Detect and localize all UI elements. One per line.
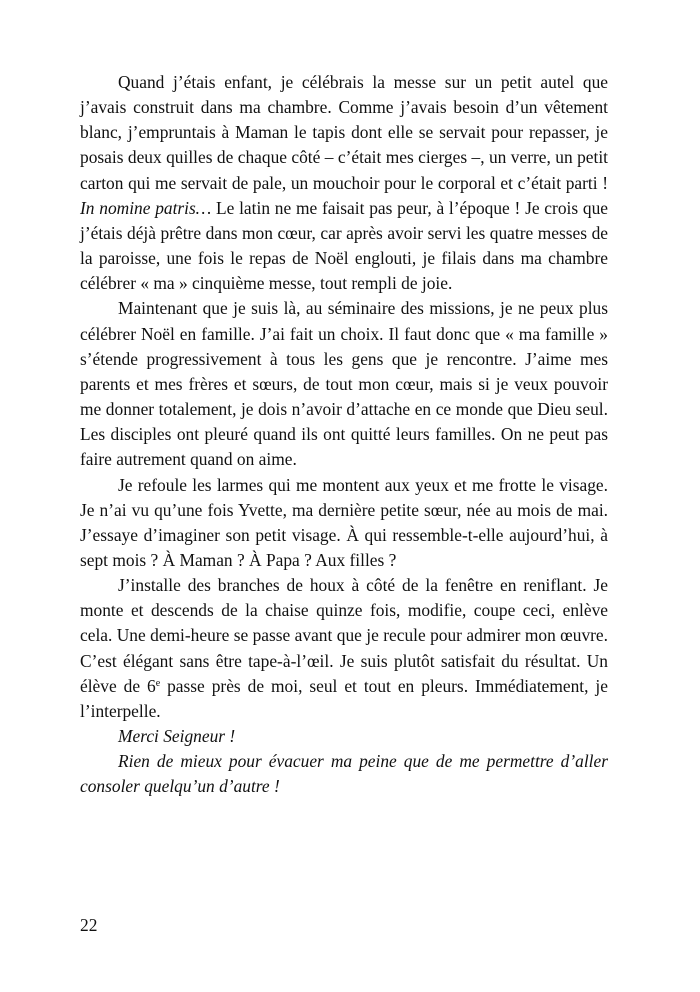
paragraph-4-part-2: passe près de moi, seul et tout en pleurs. Immédiatement, je l’interpelle. — [80, 675, 608, 721]
ordinal-superscript: e — [155, 677, 161, 689]
paragraph-3: Je refoule les larmes qui me montent aux yeux et me frotte le visage. Je n’ai vu qu’une fois Yvette, ma dernière petite sœur, née au mois de mai. J’essaye d’imaginer son petit visage. À qui ressemble-t-elle aujourd’hui, à sept mois ? À Maman ? À Papa ? Aux filles ? — [80, 474, 608, 570]
page-number: 22 — [80, 915, 98, 935]
paragraph-1 — [80, 70, 608, 296]
paragraph-1-part-2: Le latin ne me faisait pas peur, à l’époque ! Je crois que j’étais déjà prêtre dans mon cœur, car après avoir servi les quatre messes de la paroisse, une fois le repas de Noël englouti, je filais dans ma chambre célébrer « ma » cinquième messe, tout rempli de joie. — [80, 197, 608, 294]
paragraph-5-prayer: Merci Seigneur ! — [118, 726, 236, 747]
paragraph-4 — [80, 573, 608, 724]
paragraph-2: Maintenant que je suis là, au séminaire des missions, je ne peux plus célébrer Noël en famille. J’ai fait un choix. Il faut donc que « ma famille » s’étende progressivement à tous les gens que je rencontre. J’aime mes parents et mes frères et sœurs, de tout mon cœur, mais si je veux pouvoir me donner totalement, je dois n’avoir d’attache en ce monde que Dieu seul. Les disciples ont pleuré quand ils ont quitté leurs familles. On ne peut pas faire autrement quand on aime. — [80, 298, 608, 470]
body-text — [80, 70, 608, 800]
paragraph-4-part-1: J’installe des branches de houx à côté de la fenêtre en reniflant. Je monte et descends de la chaise quinze fois, modifie, coupe ceci, enlève cela. Une demi-heure se passe avant que je recule pour admirer mon œuvre. C’est élégant sans être tape-à-l’œil. Je suis plutôt satisfait du résultat. Un élève de 6 — [80, 575, 608, 696]
paragraph-1-part-1: Quand j’étais enfant, je célébrais la messe sur un petit autel que j’avais construit dans ma chambre. Comme j’avais besoin d’un vêtement blanc, j’empruntais à Maman le tapis dont elle se servait pour repasser, je posais deux quilles de chaque côté – c’était mes cierges –, un verre, un petit carton qui me servait de pale, un mouchoir pour le corporal et c’était parti ! — [80, 72, 608, 193]
paragraph-6-closing: Rien de mieux pour évacuer ma peine que de me permettre d’aller consoler quelqu’un d’autre ! — [80, 751, 608, 797]
latin-phrase: In nomine patris… — [80, 197, 212, 218]
